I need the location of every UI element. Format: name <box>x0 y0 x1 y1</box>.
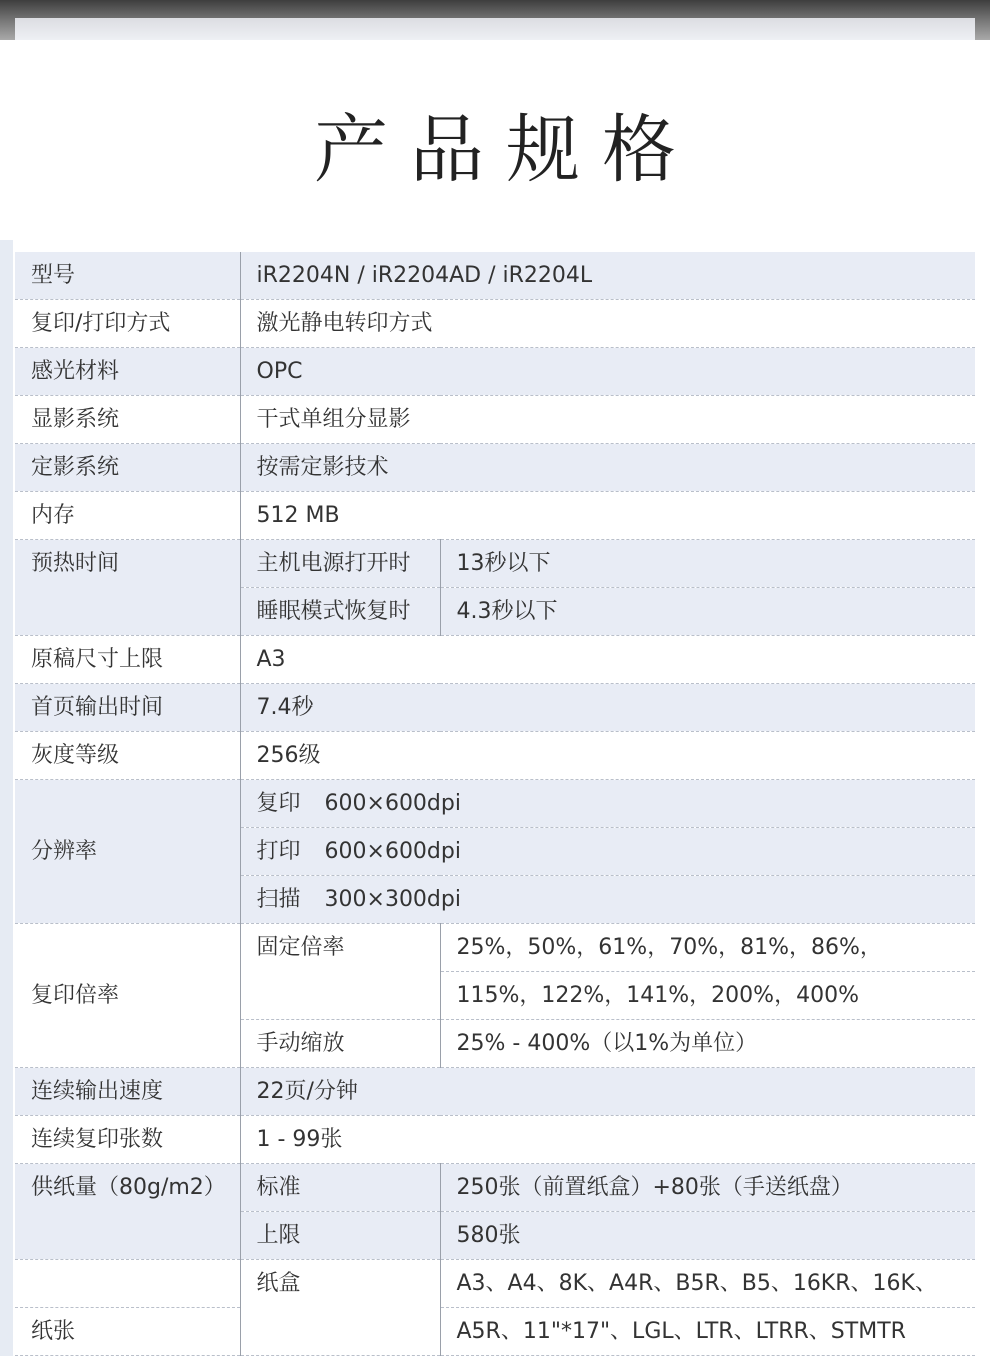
spec-table <box>15 252 975 1356</box>
spec-value: 按需定影技术 <box>240 444 975 492</box>
spec-value: 22页/分钟 <box>240 1068 975 1116</box>
spec-row-paper <box>15 1260 975 1308</box>
spec-sublabel: 睡眠模式恢复时 <box>240 588 440 636</box>
spec-value: A3、A4、8K、A4R、B5R、B5、16KR、16K、 <box>440 1260 975 1308</box>
spec-value: 580张 <box>440 1212 975 1260</box>
left-decor-strip <box>0 240 13 1356</box>
spec-row-model <box>15 252 975 300</box>
page-title: 产品规格 <box>314 107 698 193</box>
spec-value: 250张（前置纸盒）+80张（手送纸盘） <box>440 1164 975 1212</box>
spec-label: 纸张 <box>15 1308 240 1356</box>
top-card <box>15 18 975 40</box>
spec-value: OPC <box>240 348 975 396</box>
spec-row-original-size <box>15 636 975 684</box>
spec-row-warmup <box>15 540 975 588</box>
spec-value <box>240 780 975 828</box>
spec-label-empty <box>15 1260 240 1308</box>
spec-label: 首页输出时间 <box>15 684 240 732</box>
spec-label: 灰度等级 <box>15 732 240 780</box>
spec-label: 型号 <box>15 252 240 300</box>
spec-sublabel: 复印 <box>256 791 301 816</box>
spec-value: 1 - 99张 <box>240 1116 975 1164</box>
spec-sublabel: 固定倍率 <box>240 924 440 972</box>
spec-value: A5R、11"*17"、LGL、LTR、LTRR、STMTR <box>440 1308 975 1356</box>
spec-row-gradation <box>15 732 975 780</box>
spec-value: 25%，50%，61%，70%，81%，86%， <box>440 924 975 972</box>
spec-value: 干式单组分显影 <box>240 396 975 444</box>
spec-value: 4.3秒以下 <box>440 588 975 636</box>
spec-label: 内存 <box>15 492 240 540</box>
spec-value <box>240 876 975 924</box>
spec-label: 复印倍率 <box>15 924 240 1068</box>
spec-row-fixing <box>15 444 975 492</box>
spec-subvalue: 600×600dpi <box>324 791 461 816</box>
spec-row-memory <box>15 492 975 540</box>
spec-value: 256级 <box>240 732 975 780</box>
spec-value <box>240 828 975 876</box>
spec-sublabel-empty <box>240 1308 440 1356</box>
spec-value: 115%，122%，141%，200%，400% <box>440 972 975 1020</box>
spec-label: 定影系统 <box>15 444 240 492</box>
spec-label: 供纸量（80g/m2） <box>15 1164 240 1260</box>
spec-row-zoom <box>15 924 975 972</box>
spec-row-paper-capacity <box>15 1164 975 1212</box>
spec-subvalue: 300×300dpi <box>324 887 461 912</box>
spec-label: 预热时间 <box>15 540 240 636</box>
spec-label: 连续输出速度 <box>15 1068 240 1116</box>
spec-subvalue: 600×600dpi <box>324 839 461 864</box>
spec-value: 25% - 400%（以1%为单位） <box>440 1020 975 1068</box>
spec-value: iR2204N / iR2204AD / iR2204L <box>240 252 975 300</box>
spec-row-multi-copy <box>15 1116 975 1164</box>
spec-label: 复印/打印方式 <box>15 300 240 348</box>
spec-sublabel: 打印 <box>256 839 301 864</box>
spec-row-paper <box>15 1308 975 1356</box>
spec-sublabel: 手动缩放 <box>240 1020 440 1068</box>
spec-value: 13秒以下 <box>440 540 975 588</box>
spec-sublabel: 标准 <box>240 1164 440 1212</box>
spec-row-resolution <box>15 780 975 828</box>
spec-row-speed <box>15 1068 975 1116</box>
spec-value: 激光静电转印方式 <box>240 300 975 348</box>
spec-value: A3 <box>240 636 975 684</box>
spec-sublabel-empty <box>240 972 440 1020</box>
spec-label: 分辨率 <box>15 780 240 924</box>
spec-row-photoconductor <box>15 348 975 396</box>
spec-value: 7.4秒 <box>240 684 975 732</box>
spec-label: 连续复印张数 <box>15 1116 240 1164</box>
spec-label: 显影系统 <box>15 396 240 444</box>
spec-label: 原稿尺寸上限 <box>15 636 240 684</box>
spec-sublabel: 纸盒 <box>240 1260 440 1308</box>
spec-value: 512 MB <box>240 492 975 540</box>
spec-sublabel: 上限 <box>240 1212 440 1260</box>
spec-row-developing <box>15 396 975 444</box>
spec-sublabel: 主机电源打开时 <box>240 540 440 588</box>
spec-row-first-copy <box>15 684 975 732</box>
spec-label: 感光材料 <box>15 348 240 396</box>
spec-row-method <box>15 300 975 348</box>
spec-sublabel: 扫描 <box>256 887 301 912</box>
